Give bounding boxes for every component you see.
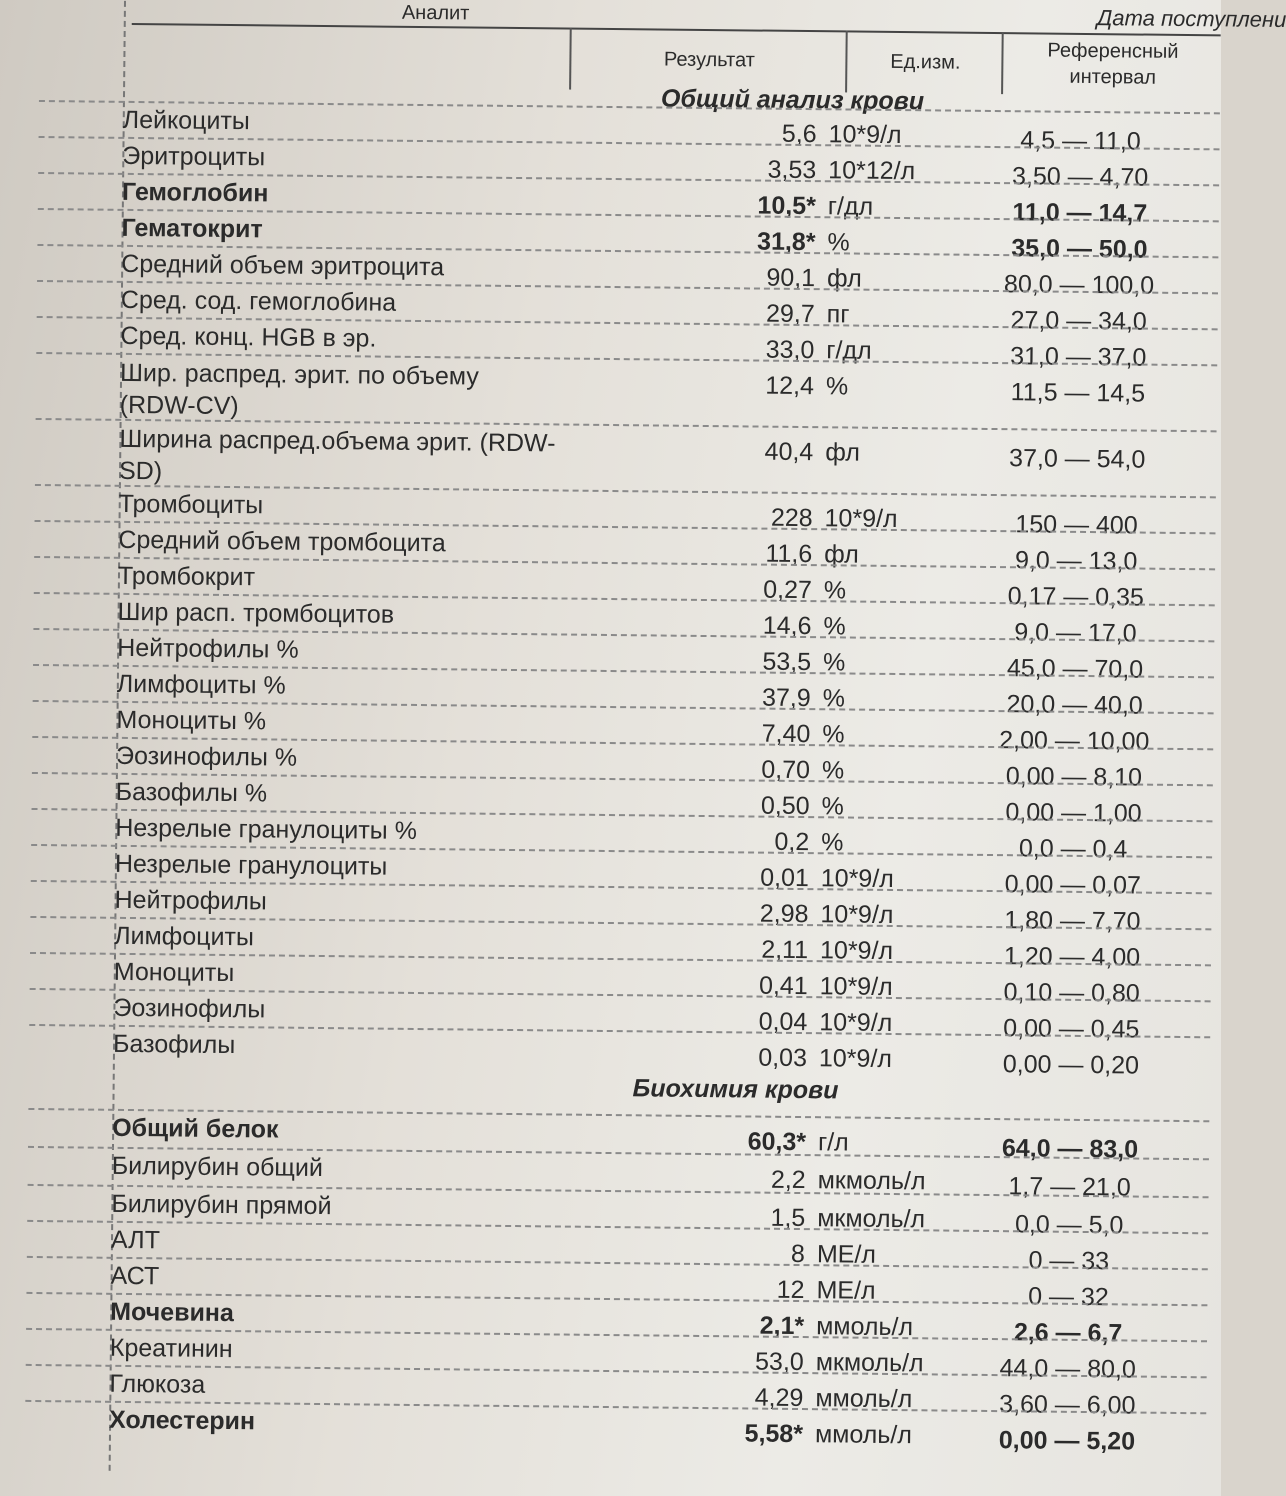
analyte-name: Сред. конц. HGB в эр. bbox=[120, 321, 377, 353]
analyte-name: Ширина распред.объема эрит. (RDW-SD) bbox=[118, 424, 556, 486]
biochem-section-title: Биохимия крови bbox=[632, 1074, 839, 1105]
reference-range: 150 — 400 bbox=[1015, 510, 1138, 540]
unit-value: 10*9/л bbox=[819, 972, 893, 1001]
unit-value: мкмоль/л bbox=[815, 1348, 924, 1378]
unit-value: МЕ/л bbox=[816, 1276, 876, 1305]
analyte-name: Билирубин общий bbox=[111, 1151, 324, 1183]
result-value: 2,1* bbox=[759, 1311, 805, 1341]
result-value: 14,6 bbox=[762, 611, 812, 641]
analyte-name: Билирубин прямой bbox=[111, 1189, 332, 1221]
result-value: 0,70 bbox=[761, 755, 811, 785]
cbc-section-title: Общий анализ крови bbox=[660, 84, 925, 116]
analyte-name: Моноциты % bbox=[116, 705, 267, 736]
reference-range: 64,0 — 83,0 bbox=[1001, 1134, 1139, 1164]
reference-range: 3,50 — 4,70 bbox=[1011, 162, 1149, 192]
reference-range: 0,00 — 1,00 bbox=[1005, 798, 1142, 828]
unit-value: фл bbox=[824, 540, 859, 569]
result-value: 0,2 bbox=[774, 827, 810, 857]
result-value: 12,4 bbox=[765, 371, 815, 401]
analyte-name: Нейтрофилы bbox=[114, 885, 268, 916]
analyte-name: АЛТ bbox=[110, 1225, 161, 1255]
unit-value: % bbox=[823, 612, 846, 641]
analyte-name: Незрелые гранулоциты % bbox=[115, 813, 418, 845]
analyte-name: Моноциты bbox=[113, 957, 235, 988]
result-value: 2,2 bbox=[770, 1165, 806, 1195]
result-value: 29,7 bbox=[765, 299, 815, 329]
analyte-name: Незрелые гранулоциты bbox=[114, 849, 388, 881]
result-value: 0,03 bbox=[758, 1043, 808, 1073]
result-value: 7,40 bbox=[761, 719, 811, 749]
result-value: 60,3* bbox=[747, 1127, 807, 1157]
analyte-name: Лейкоциты bbox=[122, 105, 250, 136]
reference-range: 2,00 — 10,00 bbox=[999, 726, 1150, 756]
result-value: 10,5* bbox=[757, 191, 817, 221]
reference-range: 37,0 — 54,0 bbox=[1008, 444, 1146, 474]
unit-value: 10*9/л bbox=[820, 900, 894, 929]
reference-range: 11,0 — 14,7 bbox=[1012, 198, 1148, 228]
reference-range: 4,5 — 11,0 bbox=[1020, 126, 1141, 156]
analyte-name: Гемоглобин bbox=[121, 177, 269, 208]
unit-header-label: Ед.изм. bbox=[890, 50, 961, 74]
result-value: 11,6 bbox=[765, 539, 813, 569]
result-value: 12 bbox=[776, 1275, 805, 1305]
reference-range: 20,0 — 40,0 bbox=[1006, 690, 1143, 720]
analyte-name: Шир. распред. эрит. по объему (RDW-CV) bbox=[119, 358, 479, 421]
reference-range: 45,0 — 70,0 bbox=[1006, 654, 1144, 684]
analyte-name: Средний объем тромбоцита bbox=[118, 525, 446, 558]
analyte-name: Эритроциты bbox=[122, 141, 266, 172]
analyte-name: Холестерин bbox=[108, 1405, 256, 1436]
unit-value: 10*9/л bbox=[819, 936, 894, 965]
unit-value: мкмоль/л bbox=[817, 1204, 926, 1234]
result-value: 5,58* bbox=[744, 1419, 804, 1449]
analyte-name: Тромбоциты bbox=[118, 489, 264, 520]
reference-range: 0,00 — 5,20 bbox=[998, 1426, 1136, 1456]
unit-value: % bbox=[825, 372, 849, 401]
unit-value: г/дл bbox=[826, 336, 872, 365]
reference-range: 31,0 — 37,0 bbox=[1010, 342, 1147, 372]
reference-range: 44,0 — 80,0 bbox=[999, 1354, 1136, 1384]
result-value: 1,5 bbox=[770, 1203, 806, 1233]
reference-range: 11,5 — 14,5 bbox=[1010, 378, 1146, 408]
analyte-name: Гематокрит bbox=[121, 213, 263, 244]
reference-range: 9,0 — 17,0 bbox=[1014, 618, 1137, 648]
result-value: 53,5 bbox=[762, 647, 812, 677]
reference-range: 0,0 — 5,0 bbox=[1014, 1210, 1124, 1240]
unit-value: % bbox=[827, 228, 850, 257]
analyte-name: Общий белок bbox=[112, 1113, 279, 1144]
reference-range: 2,6 — 6,7 bbox=[1013, 1318, 1123, 1348]
result-header bbox=[569, 28, 848, 93]
result-value: 40,4 bbox=[764, 437, 814, 467]
reference-header-line2: интервал bbox=[1069, 65, 1157, 89]
result-value: 90,1 bbox=[766, 263, 816, 293]
reference-range: 0,0 — 0,4 bbox=[1018, 834, 1128, 864]
analyte-name: Мочевина bbox=[110, 1297, 235, 1328]
unit-value: 10*9/л bbox=[824, 504, 898, 534]
analyte-header: Аналит bbox=[401, 1, 470, 25]
lab-report-sheet bbox=[25, 0, 1286, 1482]
analyte-name: Базофилы bbox=[112, 1029, 236, 1060]
reference-range: 0 — 33 bbox=[1028, 1246, 1110, 1276]
unit-value: пг bbox=[826, 300, 850, 329]
reference-header-line1: Референсный bbox=[1047, 39, 1179, 63]
reference-header bbox=[1001, 32, 1223, 96]
unit-value: % bbox=[822, 720, 845, 749]
unit-value: фл bbox=[825, 438, 861, 467]
reference-range: 80,0 — 100,0 bbox=[1003, 270, 1155, 300]
unit-value: 10*9/л bbox=[818, 1044, 893, 1073]
result-value: 228 bbox=[770, 503, 813, 533]
result-value: 8 bbox=[790, 1239, 806, 1269]
result-value: 53,0 bbox=[754, 1347, 804, 1377]
unit-value: фл bbox=[826, 264, 862, 293]
analyte-name: Лимфоциты bbox=[114, 921, 255, 952]
result-header-label: Результат bbox=[663, 48, 756, 72]
unit-value: МЕ/л bbox=[816, 1240, 877, 1269]
unit-value: % bbox=[821, 756, 845, 785]
unit-value: % bbox=[822, 684, 846, 713]
reference-range: 1,7 — 21,0 bbox=[1008, 1172, 1131, 1202]
unit-value: мкмоль/л bbox=[817, 1166, 926, 1196]
unit-value: 10*9/л bbox=[819, 1008, 893, 1037]
reference-range: 0,00 — 8,10 bbox=[1005, 762, 1143, 792]
analyte-name: Креатинин bbox=[109, 1333, 233, 1364]
reference-range: 1,80 — 7,70 bbox=[1004, 906, 1141, 936]
analyte-name: Тромбокрит bbox=[117, 561, 256, 592]
unit-value: ммоль/л bbox=[815, 1384, 913, 1414]
analyte-name: Шир расп. тромбоцитов bbox=[117, 597, 395, 629]
result-value: 4,29 bbox=[754, 1383, 804, 1413]
result-value: 3,53 bbox=[767, 155, 817, 185]
analyte-name: Средний объем эритроцита bbox=[121, 249, 445, 282]
analyte-name: Базофилы % bbox=[115, 777, 268, 808]
unit-value: 10*9/л bbox=[828, 120, 902, 150]
reference-range: 0,00 — 0,07 bbox=[1004, 870, 1142, 900]
reference-range: 9,0 — 13,0 bbox=[1014, 546, 1138, 576]
unit-value: % bbox=[821, 792, 844, 821]
analyte-name: Эозинофилы % bbox=[115, 741, 298, 772]
result-value: 0,04 bbox=[758, 1007, 808, 1037]
reference-range: 0,17 — 0,35 bbox=[1007, 582, 1145, 612]
result-value: 33,0 bbox=[765, 335, 815, 365]
reference-range: 1,20 — 4,00 bbox=[1003, 942, 1141, 972]
result-value: 2,11 bbox=[761, 935, 809, 965]
reference-range: 0 — 32 bbox=[1028, 1282, 1109, 1312]
reference-range: 0,00 — 0,20 bbox=[1002, 1050, 1140, 1080]
unit-header bbox=[845, 30, 1004, 94]
reference-range: 35,0 — 50,0 bbox=[1011, 234, 1148, 264]
reference-range: 27,0 — 34,0 bbox=[1010, 306, 1147, 336]
unit-value: % bbox=[821, 828, 844, 857]
analyte-name: Эозинофилы bbox=[113, 993, 266, 1024]
reference-range: 0,00 — 0,45 bbox=[1003, 1014, 1140, 1044]
result-value: 0,50 bbox=[760, 791, 810, 821]
analyte-name: Сред. сод. гемоглобина bbox=[120, 285, 397, 317]
unit-value: % bbox=[823, 576, 847, 605]
result-value: 5,6 bbox=[781, 119, 817, 149]
analyte-name: АСТ bbox=[110, 1261, 160, 1291]
unit-value: ммоль/л bbox=[816, 1312, 914, 1342]
unit-value: г/л bbox=[817, 1128, 849, 1157]
result-value: 0,41 bbox=[758, 971, 808, 1001]
analyte-name: Лимфоциты % bbox=[116, 669, 286, 700]
result-value: 37,9 bbox=[761, 683, 811, 713]
result-value: 2,98 bbox=[759, 899, 809, 929]
reference-range: 0,10 — 0,80 bbox=[1003, 978, 1140, 1008]
result-value: 0,27 bbox=[763, 575, 813, 605]
analyte-name: Глюкоза bbox=[109, 1369, 206, 1399]
date-header: Дата поступлени bbox=[1096, 5, 1286, 33]
unit-value: ммоль/л bbox=[814, 1420, 913, 1450]
unit-value: 10*9/л bbox=[820, 864, 894, 893]
reference-range: 3,60 — 6,00 bbox=[999, 1390, 1136, 1420]
result-value: 31,8* bbox=[756, 227, 816, 257]
unit-value: % bbox=[822, 648, 846, 677]
analyte-name: Нейтрофилы % bbox=[117, 633, 299, 664]
unit-value: г/дл bbox=[827, 192, 874, 221]
unit-value: 10*12/л bbox=[828, 156, 916, 186]
result-value: 0,01 bbox=[760, 863, 809, 893]
